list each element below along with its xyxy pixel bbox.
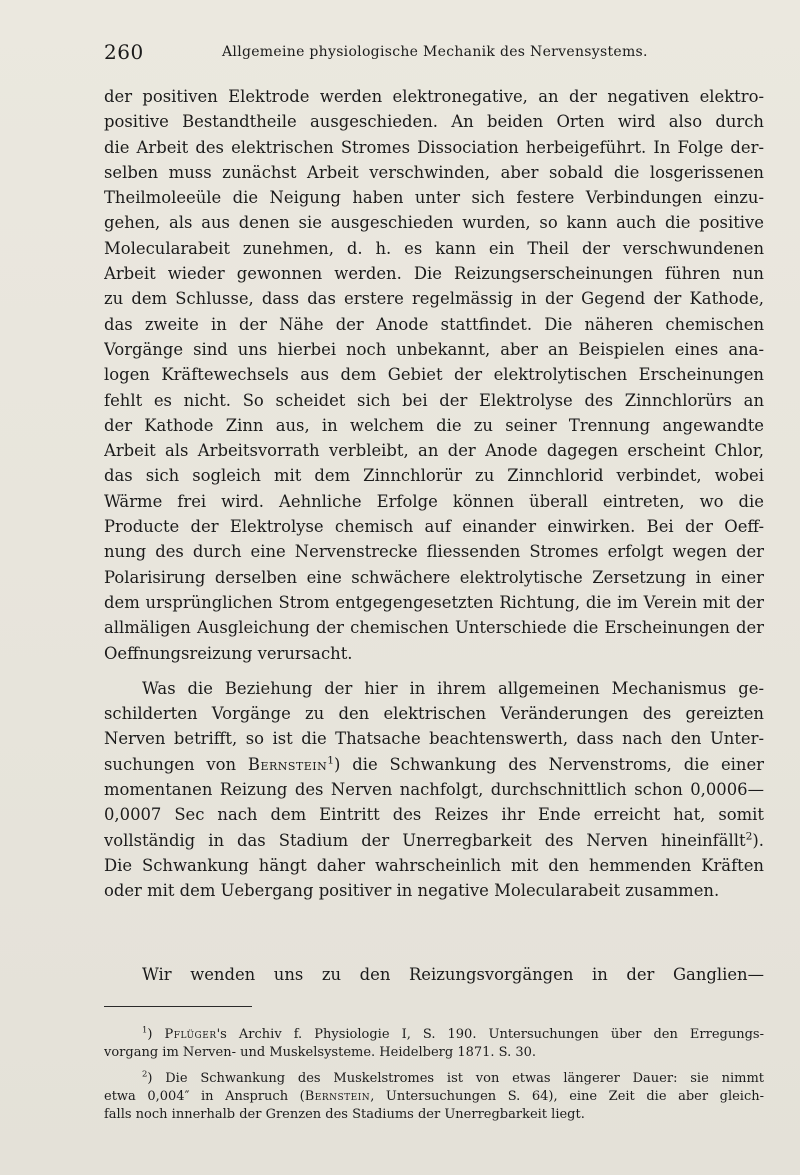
author-name: Bernstein xyxy=(304,1089,371,1104)
paragraph-3 xyxy=(104,962,764,987)
footnote-mark: 1 xyxy=(142,1026,148,1035)
text-fragment: ) Die Schwankung des Muskelstromes ist von etwas längerer Dauer: sie nimmt xyxy=(147,1071,764,1086)
body-text xyxy=(104,84,764,904)
text-line: logen Kräftewechsels aus dem Gebiet der elektrolytischen Erscheinungen xyxy=(104,365,764,385)
footnotes xyxy=(104,1026,764,1124)
footnote-1-line: $^1$) Pflüger's Archiv f. Physiologie I, S. 190. Untersuchungen über den Erregungs- xyxy=(142,1026,764,1042)
footnote-ref: 2 xyxy=(745,829,753,843)
author-name: Pflüger xyxy=(164,1027,217,1042)
text-line: das sich sogleich mit dem Zinnchlorür zu Zinnchlorid verbindet, wobei xyxy=(104,466,764,486)
text-line: oder mit dem Uebergang positiver in negative Molecularabeit zusammen. xyxy=(104,881,720,901)
text-line: dem ursprünglichen Strom entgegengesetzten Richtung, die im Verein mit der xyxy=(104,592,764,612)
text-line: das zweite in der Nähe der Anode stattfindet. Die näheren chemischen xyxy=(104,314,764,334)
text-line xyxy=(104,752,764,777)
text-line: zu dem Schlusse, dass das erstere regelmässig in der Gegend der Kathode, xyxy=(104,289,764,309)
text-line: Nerven betrifft, so ist die Thatsache beachtenswerth, dass nach den Unter- xyxy=(104,729,764,749)
paragraph-2 xyxy=(104,676,764,904)
footnote-1-line: vorgang im Nerven- und Muskelsysteme. Heidelberg 1871. S. 30. xyxy=(104,1045,537,1060)
footnote-mark: 2 xyxy=(142,1070,148,1079)
text-line: fehlt es nicht. So scheidet sich bei der Elektrolyse des Zinnchlorürs an xyxy=(104,390,764,410)
text-fragment: etwa 0,004″ in Anspruch ( xyxy=(104,1089,305,1104)
text-line: nung des durch eine Nervenstrecke fliessenden Stromes erfolgt wegen der xyxy=(104,542,764,562)
text-line: momentanen Reizung des Nerven nachfolgt, durchschnittlich schon 0,0006— xyxy=(104,780,764,800)
footnote-2-line: falls noch innerhalb der Grenzen des Stadiums der Unerregbarkeit liegt. xyxy=(104,1107,585,1122)
paragraph-1 xyxy=(104,84,764,666)
text-fragment: 's Archiv f. Physiologie I, S. 190. Untersuchungen über den Erregungs- xyxy=(216,1027,764,1042)
text-line: der positiven Elektrode werden elektronegative, an der negativen elektro- xyxy=(104,87,764,106)
text-line: Arbeit wieder gewonnen werden. Die Reizungserscheinungen führen nun xyxy=(104,264,764,284)
text-line: Theilmoleeüle die Neigung haben unter sich festere Verbindungen einzu- xyxy=(104,188,764,208)
page-header xyxy=(104,40,764,70)
text-line: 0,0007 Sec nach dem Eintritt des Reizes ihr Ende erreicht hat, somit xyxy=(104,805,764,825)
text-fragment: , Untersuchungen S. 64), eine Zeit die aber gleich- xyxy=(370,1089,764,1104)
text-line: Wärme frei wird. Aehnliche Erfolge können überall eintreten, wo die xyxy=(104,491,764,511)
text-line: positive Bestandtheile ausgeschieden. An beiden Orten wird also durch xyxy=(104,112,764,132)
text-line: Producte der Elektrolyse chemisch auf einander einwirken. Bei der Oeff- xyxy=(104,517,764,537)
text-line: Die Schwankung hängt daher wahrscheinlich mit den hemmenden Kräften xyxy=(104,855,764,875)
author-name: Bernstein xyxy=(247,754,328,774)
text-line: Oeffnungsreizung verursacht. xyxy=(104,643,353,663)
text-line: Was die Beziehung der hier in ihrem allgemeinen Mechanismus ge- xyxy=(142,678,764,698)
text-line: Polarisirung derselben eine schwächere elektrolytische Zersetzung in einer xyxy=(104,567,764,587)
text-line: Arbeit als Arbeitsvorrath verbleibt, an der Anode dagegen erscheint Chlor, xyxy=(104,441,764,461)
text-fragment: vollständig in das Stadium der Unerregbarkeit des Nerven hineinfällt xyxy=(104,830,746,850)
page-number: 260 xyxy=(104,40,144,64)
text-line: Vorgänge sind uns hierbei noch unbekannt, aber an Beispielen eines ana- xyxy=(104,339,764,359)
footnote-rule xyxy=(104,1006,252,1007)
footnote-2-line xyxy=(104,1070,764,1088)
text-line: selben muss zunächst Arbeit verschwinden, aber sobald die losgerissenen xyxy=(104,162,764,182)
footnote-2-line xyxy=(104,1088,764,1106)
text-fragment: ) die Schwankung des Nervenstroms, die einer xyxy=(334,754,764,774)
text-line: die Arbeit des elektrischen Stromes Dissociation herbeigeführt. In Folge der- xyxy=(104,137,764,157)
text-fragment: suchungen von xyxy=(104,754,248,774)
text-line: Molecularabeit zunehmen, d. h. es kann ein Theil der verschwundenen xyxy=(104,238,764,258)
text-fragment: ). xyxy=(752,830,764,850)
running-title: Allgemeine physiologische Mechanik des Nervensystems. xyxy=(222,44,648,60)
text-line: Wir wenden uns zu den Reizungsvorgängen in der Ganglien— xyxy=(142,965,764,984)
text-line: gehen, als aus denen sie ausgeschieden wurden, so kann auch die positive xyxy=(104,213,764,233)
text-line: der Kathode Zinn aus, in welchem die zu seiner Trennung angewandte xyxy=(104,415,764,435)
text-line: allmäligen Ausgleichung der chemischen Unterschiede die Erscheinungen der xyxy=(104,618,764,638)
text-line: schilderten Vorgänge zu den elektrischen Veränderungen des gereizten xyxy=(104,704,764,724)
footnote-ref: 1 xyxy=(327,753,335,767)
text-line xyxy=(104,828,764,853)
